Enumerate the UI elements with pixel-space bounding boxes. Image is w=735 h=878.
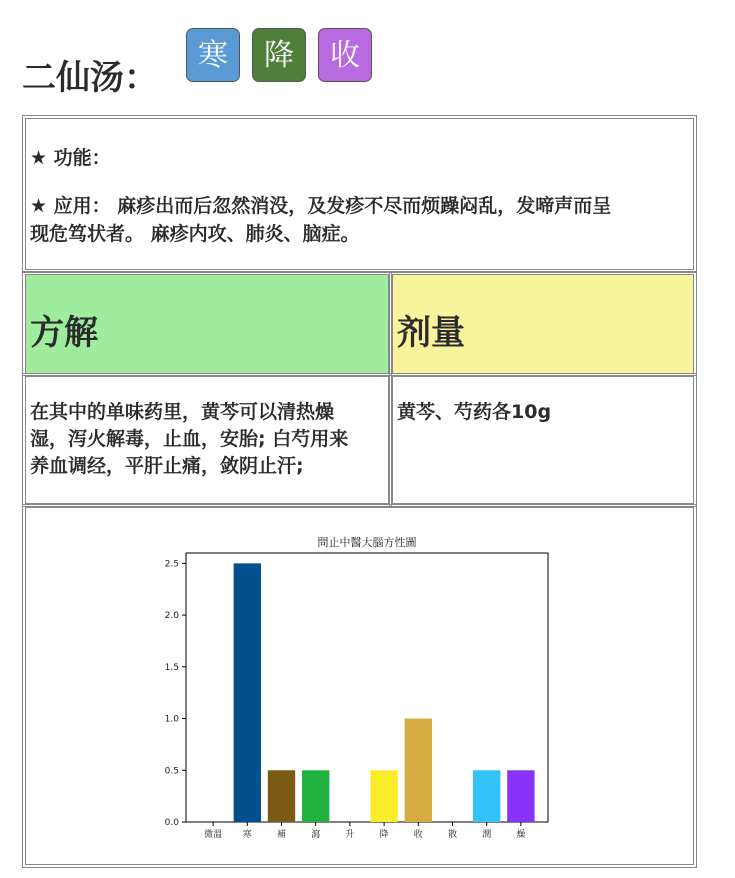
x-tick-label: 燥 xyxy=(516,830,526,840)
property-tag-descend: 降 xyxy=(252,28,306,82)
bar-6 xyxy=(370,770,397,822)
bar-4 xyxy=(302,770,329,822)
bar-10 xyxy=(507,770,534,822)
x-tick-label: 收 xyxy=(413,830,423,840)
y-tick-label: 1.0 xyxy=(164,714,179,725)
chart-box xyxy=(22,504,697,868)
chart-title: 問止中醫大腦方性圖 xyxy=(317,536,417,549)
property-tag-cold: 寒 xyxy=(186,28,240,82)
property-bar-chart xyxy=(26,508,695,866)
x-tick-label: 補 xyxy=(276,830,287,840)
bar-7 xyxy=(405,719,432,822)
bar-2 xyxy=(234,563,261,822)
formula-body-cell xyxy=(22,373,392,507)
x-tick-label: 散 xyxy=(447,830,458,840)
dosage-header-cell xyxy=(389,271,697,376)
usage-line1: 麻疹出而后忽然消没，及发疹不尽而烦躁闷乱，发啼声而呈 xyxy=(117,195,612,217)
info-box xyxy=(22,115,697,273)
x-tick-label: 降 xyxy=(379,830,389,840)
formula-header: 方解 xyxy=(30,313,98,353)
dosage-body-cell xyxy=(389,373,697,507)
page-title: 二仙汤： xyxy=(22,58,158,98)
property-tag-astringe: 收 xyxy=(318,28,372,82)
y-tick-label: 1.5 xyxy=(164,662,179,673)
dosage-text: 黄芩、芍药各10g xyxy=(397,401,552,423)
x-tick-label: 微溫 xyxy=(204,830,223,840)
function-label: ★ 功能： xyxy=(30,147,111,169)
x-tick-label: 寒 xyxy=(242,830,252,840)
usage-line2: 现危笃状者。 麻疹内攻、肺炎、脑症。 xyxy=(30,223,360,245)
formula-explanation xyxy=(30,399,382,480)
y-tick-label: 2.0 xyxy=(164,611,179,622)
y-tick-label: 2.5 xyxy=(164,559,179,570)
bar-9 xyxy=(473,770,500,822)
dosage-header: 剂量 xyxy=(397,313,465,353)
x-tick-label: 瀉 xyxy=(311,830,321,840)
formula-header-cell xyxy=(22,271,392,376)
bar-3 xyxy=(268,770,295,822)
y-tick-label: 0.5 xyxy=(164,766,179,777)
formula-line-1: 在其中的单味药里，黄芩可以清热燥 xyxy=(30,401,335,423)
x-tick-label: 潤 xyxy=(482,830,492,840)
x-tick-label: 升 xyxy=(345,830,355,840)
formula-line-2: 湿，泻火解毒，止血，安胎; 白芍用来 xyxy=(30,428,349,450)
usage-text xyxy=(30,192,685,248)
formula-line-3: 养血调经，平肝止痛，敛阴止汗; xyxy=(30,455,304,477)
y-tick-label: 0.0 xyxy=(164,818,179,828)
usage-label: ★ 应用： xyxy=(30,195,111,217)
